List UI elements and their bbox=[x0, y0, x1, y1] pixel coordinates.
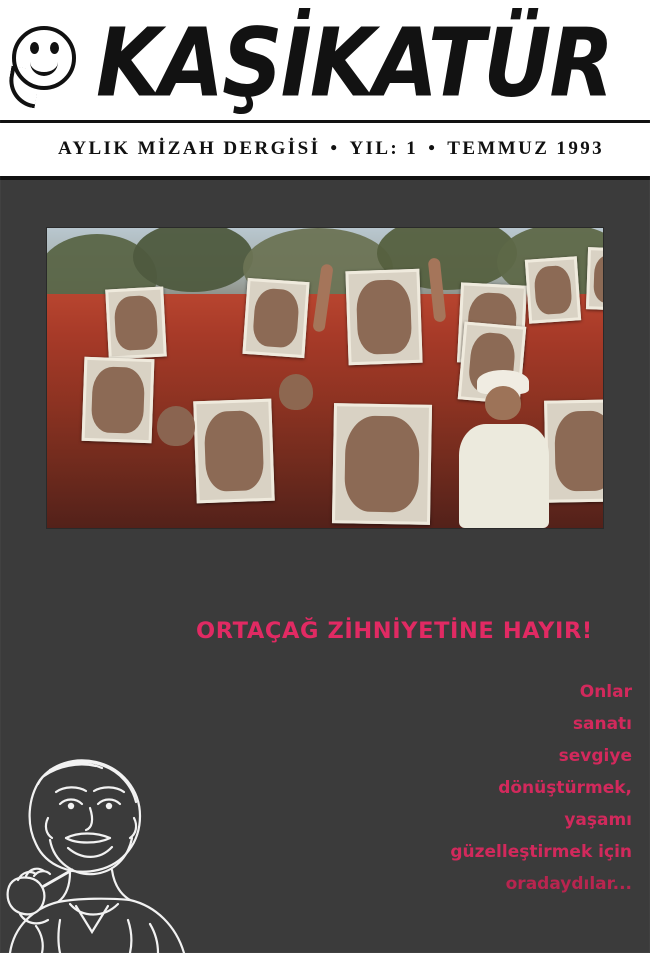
teaser-line-7: oradaydılar... bbox=[505, 874, 632, 894]
cover-teaser bbox=[420, 676, 632, 900]
subline-date: TEMMUZ 1993 bbox=[447, 138, 605, 159]
magazine-title: KAŞİKATÜR bbox=[96, 8, 613, 118]
teaser-line-2: sanatı bbox=[572, 714, 632, 734]
subline-separator-2: • bbox=[428, 138, 438, 159]
teaser-line-3: sevgiye bbox=[558, 746, 632, 766]
masthead-divider-top bbox=[0, 120, 650, 123]
teaser-line-6: güzelleştirmek için bbox=[450, 842, 632, 862]
teaser-line-5: yaşamı bbox=[564, 810, 632, 830]
subline-year: YIL: 1 bbox=[349, 138, 419, 159]
portrait-illustration bbox=[0, 720, 250, 953]
masthead-subline bbox=[0, 132, 650, 166]
teaser-line-4: dönüştürmek, bbox=[498, 778, 632, 798]
masthead bbox=[0, 0, 650, 180]
subline-left: AYLIK MİZAH DERGİSİ bbox=[57, 138, 321, 159]
smiley-face-logo-icon bbox=[6, 24, 84, 102]
subline-separator-1: • bbox=[330, 138, 340, 159]
cover-headline: ORTAÇAĞ ZİHNİYETİNE HAYIR! bbox=[196, 618, 593, 644]
teaser-line-1: Onlar bbox=[579, 682, 632, 702]
cover-photo bbox=[47, 228, 603, 528]
